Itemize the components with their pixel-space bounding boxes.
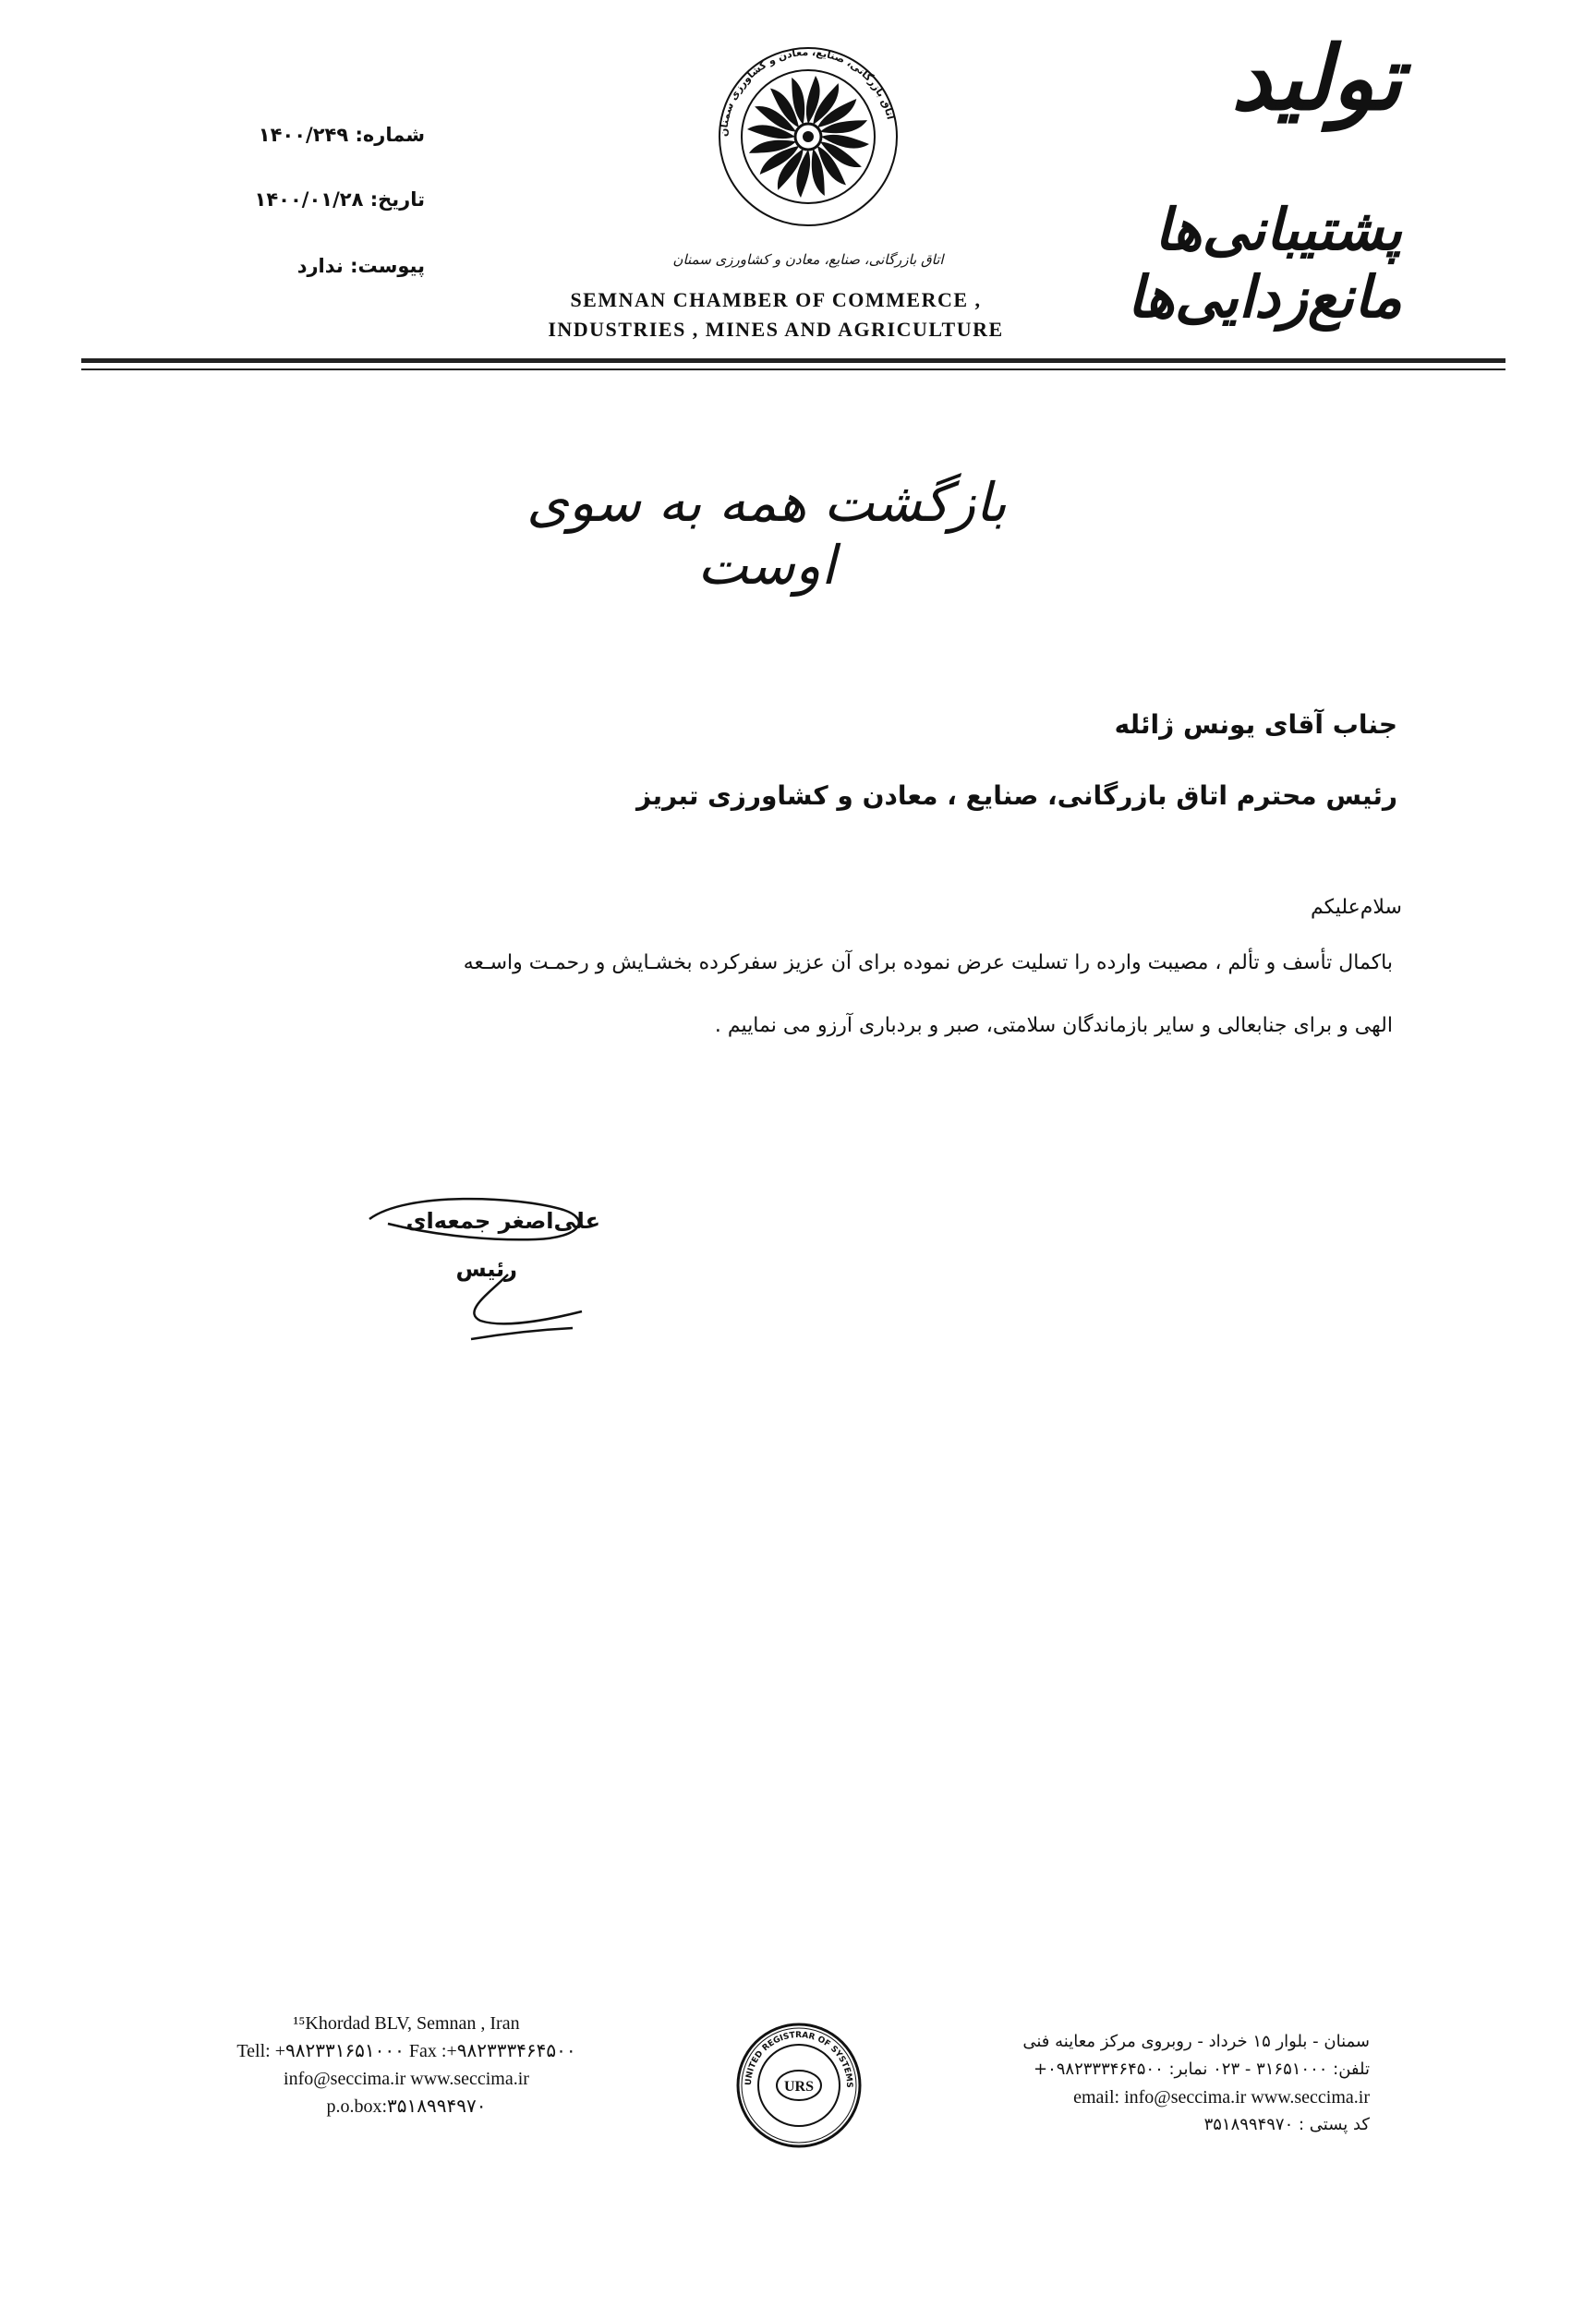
certification-seal-icon	[734, 2021, 864, 2150]
footer-en-web: info@seccima.ir www.seccima.ir	[284, 2069, 529, 2089]
letter-attachment	[212, 257, 425, 276]
footer-fa-postal: کد پستی : ۳۵۱۸۹۹۴۹۷۰	[1203, 2115, 1370, 2134]
letter-number-label: شماره:	[355, 124, 425, 146]
letter-number-value: ۱۴۰۰/۲۴۹	[258, 124, 349, 146]
header-rule-thick	[81, 358, 1505, 363]
recipient-name: جناب آقای یونس ژائله	[1114, 709, 1397, 740]
chamber-name-fa: اتاق بازرگانی، صنایع، معادن و کشاورزی سمنان	[672, 251, 944, 268]
header-rule-thin	[81, 368, 1505, 370]
letter-number	[212, 126, 425, 145]
letter-attachment-value: ندارد	[296, 255, 344, 277]
footer-fa-phone: تلفن: ۳۱۶۵۱۰۰۰ - ۰۲۳ نمابر: ۰۹۸۲۳۳۳۴۶۴۵۰۰+	[1033, 2059, 1370, 2079]
slogan-title: تولید	[1231, 26, 1402, 130]
recipient-position: رئیس محترم اتاق بازرگانی، صنایع ، معادن و کشاورزی تبریز	[636, 780, 1397, 811]
signatory-title: رئیس	[455, 1256, 517, 1282]
footer-fa-address: سمنان - بلوار ۱۵ خرداد - روبروی مرکز معاینه فنی	[1022, 2032, 1370, 2051]
letter-date-label: تاریخ:	[369, 188, 425, 211]
footer-address-fa	[889, 2028, 1370, 2139]
letter-date	[212, 190, 425, 210]
greeting: سلام‌علیکم	[1310, 896, 1402, 919]
footer-en-pobox: p.o.box:۳۵۱۸۹۹۴۹۷۰	[326, 2096, 487, 2117]
signatory-name: علی‌اصغر جمعه‌ای	[405, 1208, 600, 1234]
footer-fa-web: email: info@seccima.ir www.seccima.ir	[1073, 2087, 1370, 2108]
svg-text:UNITED REGISTRAR OF SYSTEMS: UNITED REGISTRAR OF SYSTEMS	[744, 2030, 854, 2088]
letter-date-value: ۱۴۰۰/۰۱/۲۸	[254, 188, 364, 211]
body-line-2: الهی و برای جنابعالی و سایر بازماندگان سلامتی، صبر و بردباری آرزو می نماییم .	[714, 1014, 1393, 1037]
chamber-name-en-line2: INDUSTRIES , MINES AND AGRICULTURE	[548, 318, 1004, 341]
urs-seal	[734, 2021, 864, 2150]
seal-label: URS	[783, 2079, 815, 2095]
footer-address-en	[166, 2010, 647, 2120]
letter-attachment-label: پیوست:	[350, 255, 425, 277]
footer-en-phone: Tell: +۹۸۲۳۳۱۶۵۱۰۰۰ Fax :+۹۸۲۳۳۳۴۶۴۵۰۰	[236, 2041, 576, 2061]
chamber-logo	[716, 44, 901, 229]
footer-en-address: ¹⁵Khordad BLV, Semnan , Iran	[293, 2013, 520, 2034]
svg-text:اتاق بازرگانی، صنایع، معادن و: اتاق بازرگانی، صنایع، معادن و کشاورزی سمنان	[717, 45, 897, 138]
slogan-subtitle: پشتیبانی‌ها مانع‌زدایی‌ها	[1127, 196, 1402, 331]
chamber-emblem-icon	[716, 44, 901, 229]
chamber-name-en-line1: SEMNAN CHAMBER OF COMMERCE ,	[570, 288, 982, 311]
calligraphy-heading: بازگشت همه به سوی اوست	[526, 471, 1007, 597]
body-line-1: باکمال تأسف و تألم ، مصیبت وارده را تسلیت عرض نموده برای آن عزیز سفرکرده بخشـایش و رحمـت واسـعه	[463, 951, 1393, 974]
